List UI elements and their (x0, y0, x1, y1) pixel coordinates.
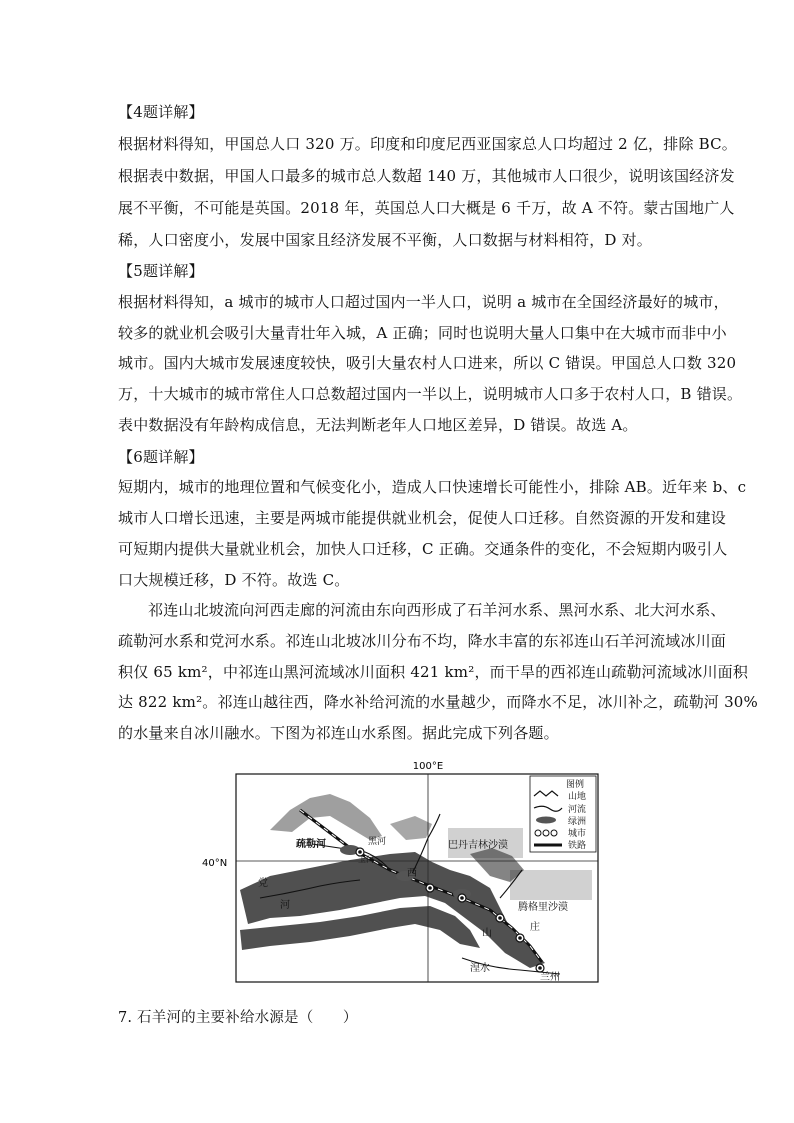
text-line: 稀，人口密度小，发展中国家且经济发展不平衡，人口数据与材料相符，D 对。 (118, 231, 652, 249)
label-shulehe: 疏勒河 (296, 839, 326, 850)
legend-mountain: 山地 (568, 792, 587, 802)
qilian-water-system-map (200, 758, 600, 1000)
text-line: 根据表中数据，甲国人口最多的城市总人数超 140 万，其他城市人口很少，说明该国经济发 (118, 167, 735, 185)
map-lon-label: 100°E (412, 761, 444, 772)
text-line: 城市。国内大城市发展速度较快，吸引大量农村人口进来，所以 C 错误。甲国总人口数 320 (118, 354, 737, 372)
label-huangshui: 湟水 (470, 963, 490, 974)
text-line: 达 822 km²。祁连山越往西，降水补给河流的水量越少，而降水不足，冰川补之，疏勒河 30% (118, 693, 759, 711)
oasis-icon (536, 817, 556, 824)
question-7: 7. 石羊河的主要补给水源是（ ） (118, 1010, 358, 1026)
map-lat-label: 40°N (202, 858, 228, 869)
text-line: 祁连山北坡流向河西走廊的河流由东向西形成了石羊河水系、黑河水系、北大河水系、 (148, 601, 726, 619)
label-yumen: 玉门 (358, 855, 374, 864)
heading-q6: 【6题详解】 (118, 448, 204, 466)
legend-city: 城市 (568, 829, 587, 839)
text-line: 根据材料得知，甲国总人口 320 万。印度和印度尼西亚国家总人口均超过 2 亿，排除 BC。 (118, 135, 737, 153)
map-legend (530, 776, 596, 852)
label-he: 河 (280, 900, 290, 911)
label-heihe: 黑河 (368, 837, 387, 847)
text-line: 城市人口增长迅速，主要是两城市能提供就业机会，促使人口迁移。自然资源的开发和建设 (118, 509, 727, 527)
heading-q4: 【4题详解】 (118, 103, 204, 121)
text-line: 疏勒河水系和党河水系。祁连山北坡冰川分布不均，降水丰富的东祁连山石羊河流域冰川面 (118, 632, 727, 650)
heading-q5: 【5题详解】 (118, 262, 204, 280)
label-lanzhou: 兰州 (540, 972, 560, 983)
text-line: 短期内，城市的地理位置和气候变化小，造成人口快速增长可能性小，排除 AB。近年来 b、c (118, 478, 747, 496)
legend-river: 河流 (568, 805, 587, 815)
label-shan: 山 (482, 928, 492, 939)
legend-oasis: 绿洲 (568, 817, 587, 827)
legend-title: 图例 (566, 780, 585, 790)
text-line: 口大规模迁移，D 不符。故选 C。 (118, 571, 350, 589)
text-line: 积仅 65 km²，中祁连山黑河流域冰川面积 421 km²，而干旱的西祁连山疏勒河流域冰川面积 (118, 663, 749, 681)
label-xi: 西 (407, 868, 417, 879)
text-line: 的水量来自冰川融水。下图为祁连山水系图。据此完成下列各题。 (118, 724, 559, 742)
label-badain-jaran: 巴丹吉林沙漠 (448, 840, 508, 851)
label-tengger: 腾格里沙漠 (518, 902, 568, 913)
text-line: 根据材料得知，a 城市的城市人口超过国内一半人口，说明 a 城市在全国经济最好的城市， (118, 293, 729, 311)
city-icon (535, 830, 557, 836)
label-zhuang: 庄 (530, 922, 540, 933)
label-dang: 党 (258, 878, 268, 889)
legend-railway: 铁路 (568, 841, 587, 851)
text-line: 万，十大城市的城市常住人口总数超过国内一半以上，说明城市人口多于农村人口，B 错误。 (118, 385, 743, 403)
text-line: 表中数据没有年龄构成信息，无法判断老年人口地区差异，D 错误。故选 A。 (118, 416, 638, 434)
text-line: 展不平衡，不可能是英国。2018 年，英国总人口大概是 6 千万，故 A 不符。蒙古国地广人 (118, 199, 735, 217)
text-line: 可短期内提供大量就业机会，加快人口迁移，C 正确。交通条件的变化，不会短期内吸引人 (118, 540, 728, 558)
text-line: 较多的就业机会吸引大量青壮年入城，A 正确；同时也说明大量人口集中在大城市而非中小 (118, 324, 727, 342)
